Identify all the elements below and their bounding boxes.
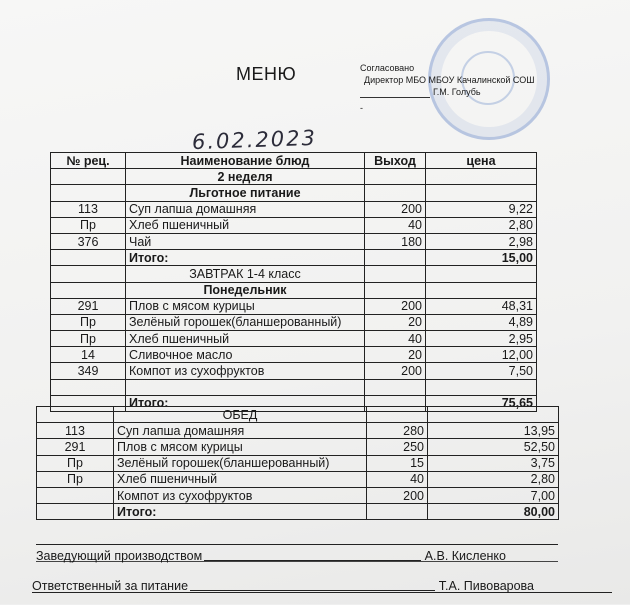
zavtrak-title: ЗАВТРАК 1-4 класс — [126, 266, 365, 282]
total-row: Итого: 80,00 — [37, 504, 559, 520]
obed-total: 80,00 — [428, 504, 559, 520]
signature-blank — [360, 97, 430, 98]
table-row: Пр Хлеб пшеничный 40 2,95 — [51, 331, 537, 347]
zavtrak-total: 75,65 — [426, 395, 537, 411]
signature-line-1 — [204, 548, 420, 561]
obed-title: ОБЕД — [114, 407, 367, 423]
header-recipe-num: № рец. — [51, 153, 126, 169]
day-label: Понедельник — [126, 282, 365, 298]
table-row: Пр Зелёный горошек(бланшерованный) 20 4,89 — [51, 314, 537, 330]
signature-name-1: А.В. Кисленко — [424, 549, 506, 563]
table-row: 349 Компот из сухофруктов 200 7,50 — [51, 363, 537, 379]
approval-line-3 — [360, 86, 534, 98]
header-price: цена — [426, 153, 537, 169]
table-row: 113 Суп лапша домашняя 200 9,22 — [51, 201, 537, 217]
table-row: Пр Зелёный горошек(бланшерованный) 15 3,75 — [37, 455, 559, 471]
table-row: 113 Суп лапша домашняя 280 13,95 — [37, 423, 559, 439]
total-row: Итого: 15,00 — [51, 250, 537, 266]
table-row — [51, 379, 537, 395]
table-row — [51, 266, 537, 282]
table-row: 376 Чай 180 2,98 — [51, 233, 537, 249]
approval-signer: Г.М. Голубь — [433, 87, 481, 97]
approval-line-4: - — [360, 103, 363, 113]
signature-line-2 — [190, 578, 435, 591]
total-row: Итого: 75,65 — [51, 395, 537, 411]
lgotnoe-total: 15,00 — [426, 250, 537, 266]
table-row — [51, 169, 537, 185]
signature-role-1: Заведующий производством — [36, 549, 203, 563]
signature-name-2: Т.А. Пивоварова — [438, 579, 534, 593]
section-lgotnoe: Льготное питание — [126, 185, 365, 201]
table-row — [51, 185, 537, 201]
table-row: Пр Хлеб пшеничный 40 2,80 — [37, 471, 559, 487]
signature-frame-2 — [32, 592, 612, 605]
approval-block — [360, 62, 534, 114]
approval-line-2: Директор МБО МБОУ Качалинской СОШ — [364, 75, 535, 85]
menu-table-obed — [36, 406, 559, 520]
menu-table-top — [50, 152, 537, 412]
table-row: 14 Сливочное масло 20 12,00 — [51, 347, 537, 363]
header-dish-name: Наименование блюд — [126, 153, 365, 169]
handwritten-date: 6.02.2023 — [191, 125, 318, 155]
table-row: Компот из сухофруктов 200 7,00 — [37, 487, 559, 503]
table-row — [51, 282, 537, 298]
signature-food-responsible — [32, 578, 612, 593]
table-header-row — [51, 153, 537, 169]
table-row — [37, 407, 559, 423]
week-label: 2 неделя — [126, 169, 365, 185]
signature-production-head — [36, 548, 558, 563]
signature-role-2: Ответственный за питание — [32, 579, 189, 593]
header-output: Выход — [365, 153, 426, 169]
table-row: Пр Хлеб пшеничный 40 2,80 — [51, 217, 537, 233]
approval-line-1: Согласовано — [360, 63, 415, 73]
page-title: МЕНЮ — [236, 64, 297, 84]
table-row: 291 Плов с мясом курицы 250 52,50 — [37, 439, 559, 455]
table-row: 291 Плов с мясом курицы 200 48,31 — [51, 298, 537, 314]
